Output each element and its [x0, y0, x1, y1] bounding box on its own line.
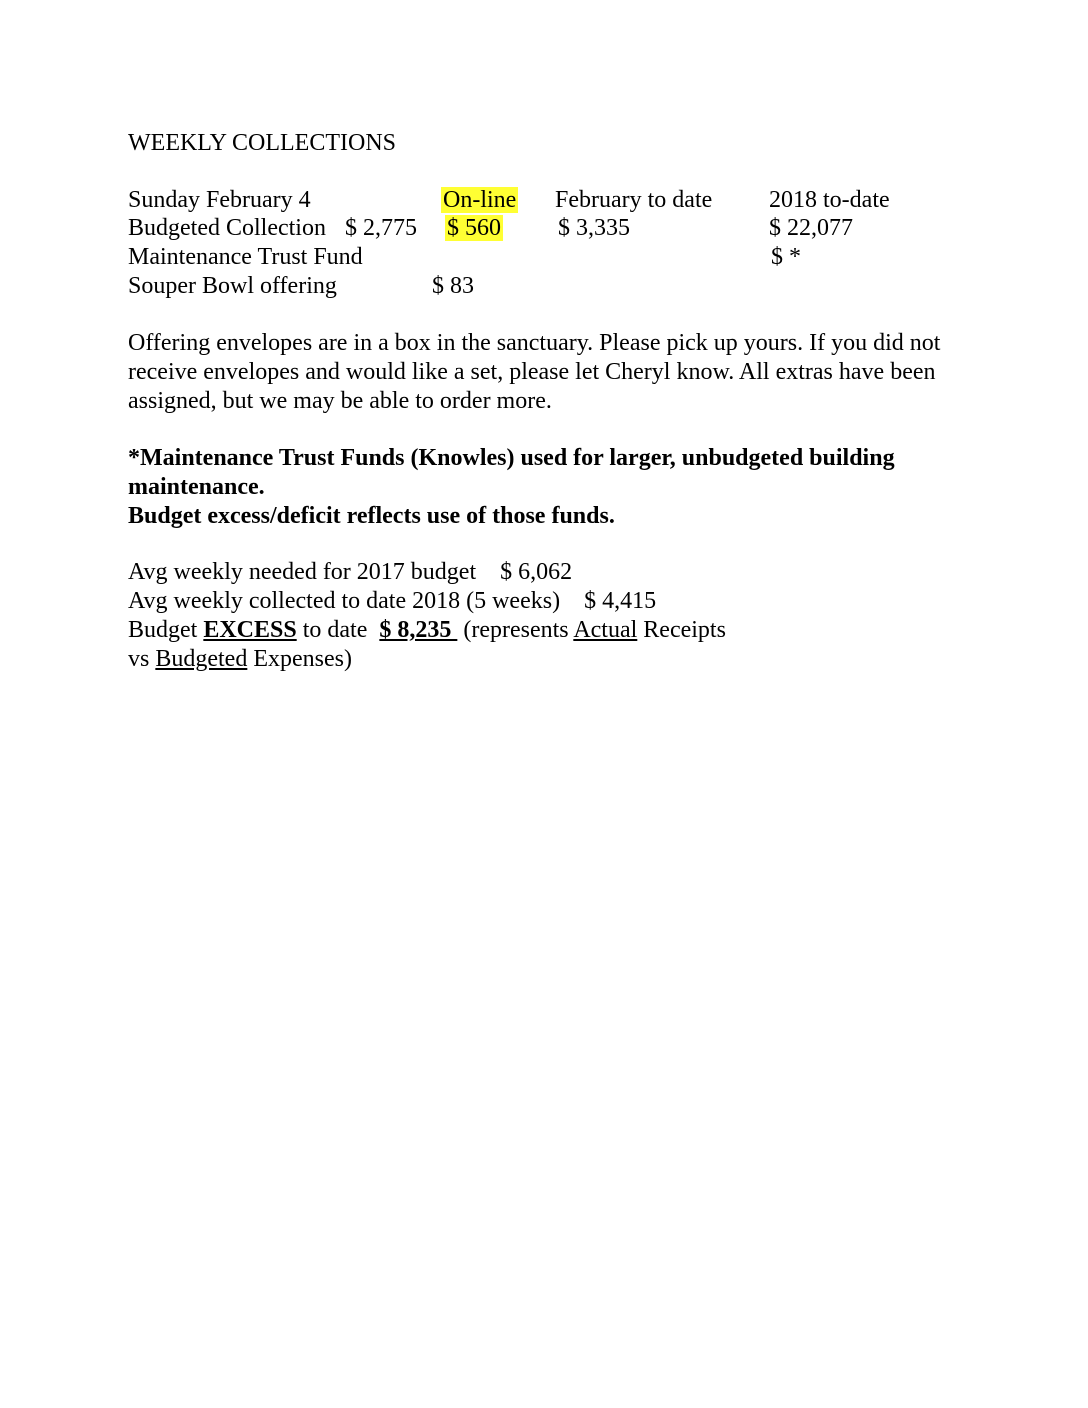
document-title: WEEKLY COLLECTIONS [128, 130, 396, 156]
row-year-amount: $ 22,077 [769, 215, 853, 241]
row-label: Budgeted Collection [128, 215, 326, 241]
row-amount: $ 83 [432, 273, 474, 299]
avg-weekly-collected: Avg weekly collected to date 2018 (5 weeks) $ 4,415 [128, 588, 657, 614]
header-online: On-line [443, 187, 517, 213]
budget-excess-line: Budget EXCESS to date $ 8,235 (represents Actual Receipts [128, 617, 726, 643]
row-amount: $ 2,775 [345, 215, 417, 241]
row-month-amount: $ 3,335 [558, 215, 630, 241]
budget-excess-continuation: vs Budgeted Expenses) [128, 646, 352, 672]
row-label: Souper Bowl offering [128, 273, 337, 299]
header-date: Sunday February 4 [128, 187, 311, 213]
avg-weekly-needed: Avg weekly needed for 2017 budget $ 6,062 [128, 559, 573, 585]
footnote-budget-note: Budget excess/deficit reflects use of those funds. [128, 503, 615, 529]
row-online-amount: $ 560 [447, 215, 501, 241]
row-year-amount: $ * [771, 244, 801, 270]
footnote-trust-funds: *Maintenance Trust Funds (Knowles) used for larger, unbudgeted building maintenance. [128, 445, 895, 500]
header-month-to-date: February to date [555, 187, 713, 213]
row-label: Maintenance Trust Fund [128, 244, 363, 270]
excess-word: EXCESS [203, 617, 297, 643]
header-year-to-date: 2018 to-date [769, 187, 890, 213]
envelopes-note: Offering envelopes are in a box in the sanctuary. Please pick up yours. If you did not receive envelopes and would like a set, please let Cheryl know. All extras have been assigned, but we may be able to order more. [128, 330, 941, 414]
excess-amount: $ 8,235 [379, 617, 458, 643]
